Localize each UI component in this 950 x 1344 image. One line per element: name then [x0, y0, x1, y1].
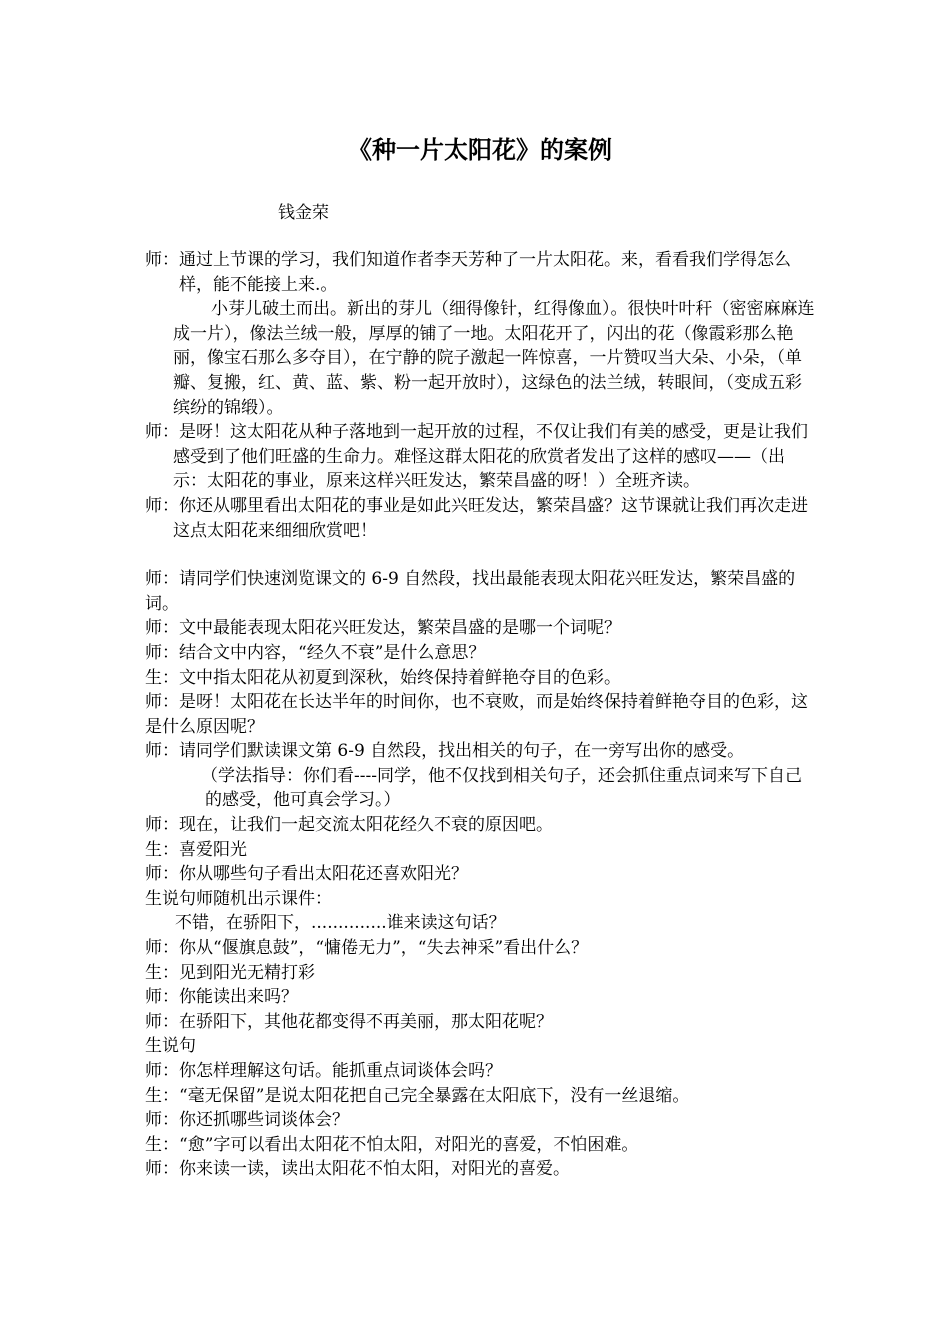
- paragraph: 师：现在，让我们一起交流太阳花经久不衰的原因吧。: [145, 815, 553, 836]
- paragraph: 生：喜爱阳光: [145, 839, 247, 860]
- paragraph: 师：你还从哪里看出太阳花的事业是如此兴旺发达，繁荣昌盛？这节课就让我们再次走进这点太阳花来细细欣赏吧！: [145, 495, 808, 541]
- document-author: 钱金荣: [278, 203, 329, 223]
- paragraph: 生：“毫无保留”是说太阳花把自己完全暴露在太阳底下，没有一丝退缩。: [145, 1085, 690, 1106]
- paragraph: 师：你能读出来吗？: [145, 987, 298, 1008]
- paragraph: 生说句师随机出示课件：: [145, 888, 332, 909]
- document-body: [145, 248, 815, 1182]
- paragraph: 师：请同学们默读课文第 6-9 自然段，找出相关的句子，在一旁写出你的感受。: [145, 741, 745, 762]
- paragraph: 生：文中指太阳花从初夏到深秋，始终保持着鲜艳夺目的色彩。: [145, 667, 621, 688]
- paragraph: （学法指导：你们看----同学，他不仅找到相关句子，还会抓住重点词来写下自己的感受，他可真会学习。）: [201, 765, 802, 811]
- paragraph: 师：在骄阳下，其他花都变得不再美丽，那太阳花呢？: [145, 1011, 553, 1032]
- paragraph: 师：是呀！这太阳花从种子落地到一起开放的过程，不仅让我们有美的感受，更是让我们感受到了他们旺盛的生命力。难怪这群太阳花的欣赏者发出了这样的感叹——（出示：太阳花的事业，原来这样兴旺发达，繁荣昌盛的呀！）全班齐读。: [145, 422, 808, 492]
- paragraph: 师：请同学们快速浏览课文的 6-9 自然段，找出最能表现太阳花兴旺发达，繁荣昌盛的词。: [145, 569, 796, 614]
- paragraph: 师：你从“偃旗息鼓”，“慵倦无力”，“失去神采”看出什么？: [145, 938, 589, 959]
- paragraph: 生：见到阳光无精打彩: [145, 962, 315, 983]
- spacer: [145, 543, 815, 567]
- paragraph: 师：通过上节课的学习，我们知道作者李天芳种了一片太阳花。来，看看我们学得怎么样，能不能接上来.。: [145, 250, 791, 295]
- paragraph: 师：你来读一读，读出太阳花不怕太阳，对阳光的喜爱。: [145, 1159, 570, 1180]
- paragraph: 师：你怎样理解这句话。能抓重点词谈体会吗？: [145, 1061, 502, 1081]
- paragraph: 师：文中最能表现太阳花兴旺发达，繁荣昌盛的是哪一个词呢？: [145, 618, 621, 639]
- paragraph: 生：“愈”字可以看出太阳花不怕太阳，对阳光的喜爱，不怕困难。: [145, 1134, 639, 1155]
- document-title: 《种一片太阳花》的案例: [348, 135, 612, 164]
- paragraph: 师：你还抓哪些词谈体会？: [145, 1110, 349, 1131]
- paragraph: 小芽儿破土而出。新出的芽儿（细得像针，红得像血）。很快叶叶秆（密密麻麻连成一片），像法兰绒一般，厚厚的铺了一地。太阳花开了，闪出的花（像霞彩那么艳丽，像宝石那么多夺目），在宁静的院子激起一阵惊喜，一片赞叹当大朵、小朵，（单瓣、复搬，红、黄、蓝、紫、粉一起开放时），这绿色的法兰绒，转眼间，（变成五彩缤纷的锦缎）。: [173, 299, 815, 418]
- paragraph: 生说句: [145, 1036, 196, 1057]
- paragraph: 不错，在骄阳下，..............谁来读这句话？: [175, 913, 506, 934]
- paragraph: 师：是呀！太阳花在长达半年的时间你，也不衰败，而是始终保持着鲜艳夺目的色彩，这是什么原因呢？: [145, 692, 808, 737]
- paragraph: 师：你从哪些句子看出太阳花还喜欢阳光？: [145, 864, 468, 885]
- paragraph: 师：结合文中内容，“经久不衰”是什么意思？: [145, 642, 486, 663]
